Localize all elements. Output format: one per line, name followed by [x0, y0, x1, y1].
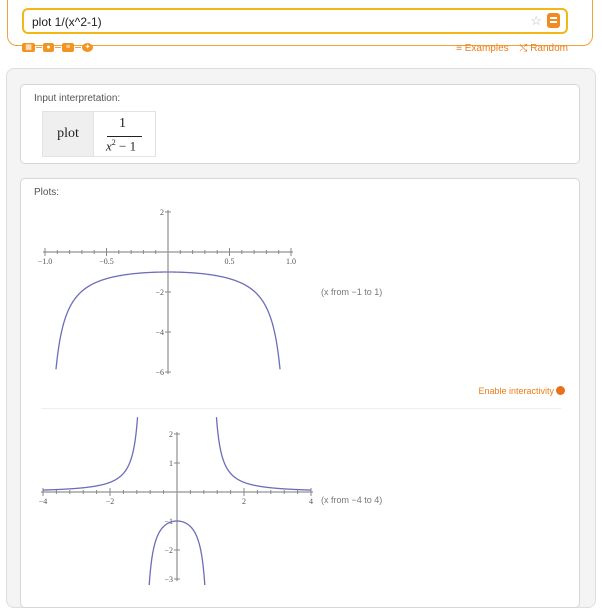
enable-interactivity-link[interactable]: [478, 386, 565, 396]
y-tick-label: 2: [160, 208, 164, 217]
plot-1: [37, 199, 311, 377]
x-tick-label: −2: [105, 497, 115, 506]
x-tick-label: −1.0: [37, 257, 53, 266]
camera-icon[interactable]: ●: [43, 43, 54, 52]
y-tick-label: −3: [164, 575, 173, 584]
curve-left-branch: [43, 417, 138, 490]
x-tick-label: 4: [309, 497, 313, 506]
wolfram-icon[interactable]: ✦: [82, 43, 93, 52]
y-tick-label: −6: [155, 368, 164, 377]
y-tick-label: −4: [155, 328, 164, 337]
keyboard-icon[interactable]: ▦: [22, 43, 35, 52]
denominator-base: x: [106, 138, 112, 154]
x-tick-label: −0.5: [99, 257, 114, 266]
denominator-rest: − 1: [115, 138, 137, 154]
plot-1-range: (x from −1 to 1): [321, 287, 383, 297]
x-tick-label: 2: [242, 497, 246, 506]
top-links: [456, 43, 568, 54]
interpretation-table: [42, 111, 156, 157]
interpretation-label: plot: [43, 112, 94, 156]
denominator-exponent: 2: [111, 138, 116, 147]
curve-right-branch: [216, 417, 311, 490]
interactivity-icon: [556, 386, 565, 395]
star-icon[interactable]: ☆: [530, 13, 542, 28]
query-text[interactable]: plot 1/(x^2-1): [32, 15, 102, 29]
examples-link[interactable]: ≡ Examples: [456, 43, 509, 54]
plots-pod: [20, 178, 580, 608]
pod-title: Plots:: [34, 187, 60, 198]
input-interpretation-pod: [20, 84, 580, 164]
search-input[interactable]: [22, 8, 568, 34]
x-tick-label: 1.0: [286, 257, 296, 266]
fraction-denominator: [106, 138, 136, 154]
random-link[interactable]: ⤭ Random: [519, 43, 568, 54]
y-tick-label: −2: [155, 288, 164, 297]
y-tick-label: 2: [169, 430, 173, 439]
plots-divider: [41, 408, 561, 409]
equals-button[interactable]: [547, 13, 560, 28]
fraction-bar: [107, 136, 142, 137]
y-tick-label: −1: [164, 517, 173, 526]
plot-2-range: (x from −4 to 4): [321, 495, 383, 505]
y-tick-label: 1: [169, 459, 173, 468]
results-pane: [6, 68, 596, 608]
top-bar: [0, 0, 602, 60]
fraction-numerator: 1: [119, 116, 126, 131]
enable-interactivity-label[interactable]: Enable interactivity: [478, 386, 554, 396]
y-tick-label: −2: [164, 546, 173, 555]
equals-icon: [550, 17, 557, 19]
x-tick-label: −4: [38, 497, 48, 506]
list-icon[interactable]: ≡: [62, 43, 74, 52]
plot-2: [38, 421, 313, 601]
pod-title: Input interpretation:: [34, 93, 121, 104]
x-tick-label: 0.5: [224, 257, 235, 266]
